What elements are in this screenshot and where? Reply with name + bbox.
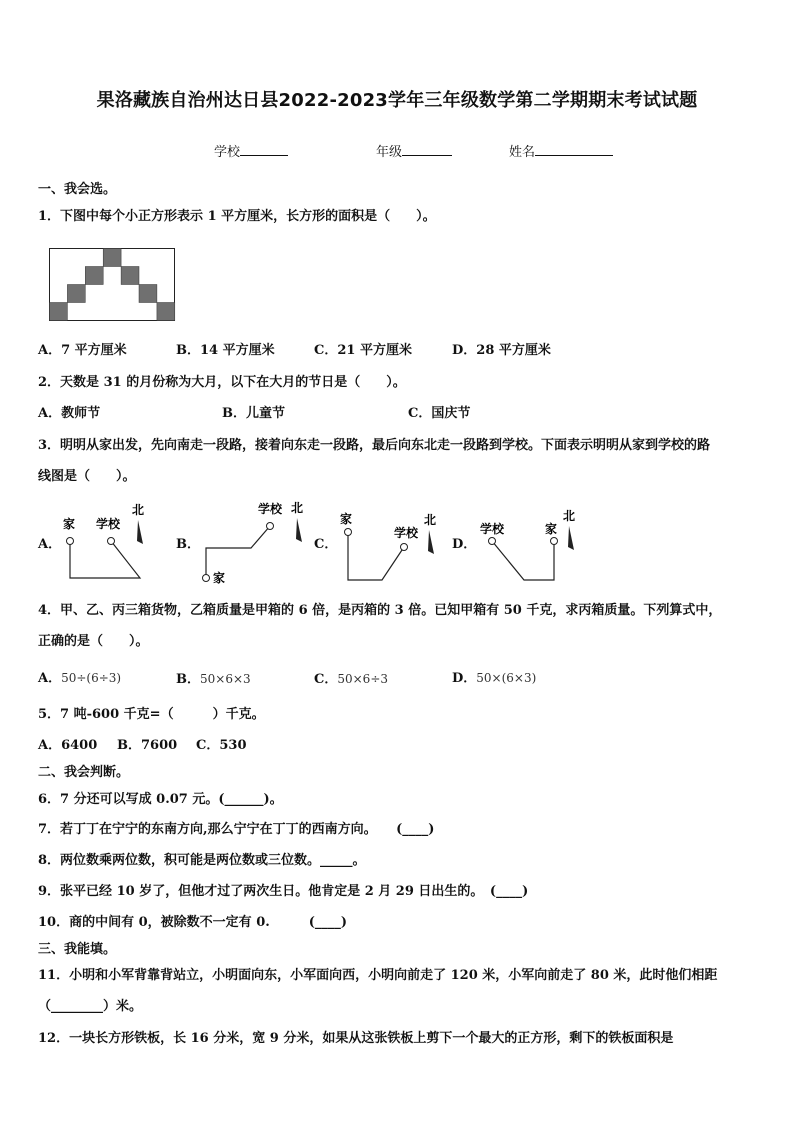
q3-option-a[interactable]: A． <box>38 537 62 552</box>
q1-shaded-square <box>85 267 103 285</box>
grade-field <box>376 142 452 161</box>
q11-line2: （________）米。 <box>38 999 143 1014</box>
school-label: 学校 <box>214 145 241 160</box>
q2-option-a[interactable]: A．教师节 <box>38 406 101 421</box>
school-marker <box>401 544 408 551</box>
north-label: 北 <box>563 509 576 523</box>
north-label: 北 <box>291 501 304 515</box>
q4-option-d[interactable] <box>452 670 536 687</box>
q3-route-figure-d <box>472 500 584 584</box>
q1-shaded-square <box>157 303 175 321</box>
q4-option-b[interactable] <box>176 671 251 688</box>
q12-text: 12．一块长方形铁板，长 16 分米，宽 9 分米，如果从这张铁板上剪下一个最大的正方形，剩下的铁板面积是 <box>38 1031 674 1046</box>
q3-option-d[interactable]: D． <box>452 537 477 552</box>
q4-option-b-letter: B． <box>176 672 200 687</box>
q1-stem: 1．下图中每个小正方形表示 1 平方厘米，长方形的面积是（ ）。 <box>38 209 436 224</box>
home-marker <box>203 575 210 582</box>
q2-stem: 2．天数是 31 的月份称为大月，以下在大月的节日是（ ）。 <box>38 375 406 390</box>
q3-option-b[interactable]: B． <box>176 537 200 552</box>
north-arrow-icon <box>568 526 574 550</box>
north-arrow-icon <box>137 520 143 544</box>
q1-option-b[interactable]: B．14 平方厘米 <box>176 343 275 358</box>
q8-text: 8．两位数乘两位数，积可能是两位数或三位数。_____。 <box>38 853 366 868</box>
home-marker <box>551 538 558 545</box>
q6-text: 6．7 分还可以写成 0.07 元。(______)。 <box>38 792 283 807</box>
q4-option-a-letter: A． <box>38 671 62 686</box>
home-label: 家 <box>213 571 226 585</box>
q5-option-a[interactable]: A．6400 <box>38 738 98 753</box>
school-marker <box>489 538 496 545</box>
section-2-heading: 二、我会判断。 <box>38 765 130 780</box>
home-label: 家 <box>63 517 76 531</box>
north-arrow-icon <box>296 518 302 542</box>
section-1-heading: 一、我会选。 <box>38 182 117 197</box>
q1-option-d[interactable]: D．28 平方厘米 <box>452 343 551 358</box>
q5-stem: 5．7 吨-600 千克=（ ）千克。 <box>38 707 265 722</box>
q3-stem-line1: 3．明明从家出发，先向南走一段路，接着向东走一段路，最后向东北走一段路到学校。下面表示明明从家到学校的路 <box>38 438 711 453</box>
q4-option-d-expr: 50×(6×3) <box>476 671 537 685</box>
school-marker <box>108 538 115 545</box>
q3-route-figure-c <box>334 500 444 584</box>
q11-line1: 11．小明和小军背靠背站立，小明面向东，小军面向西，小明向前走了 120 米，小军向前走了 80 米，此时他们相距 <box>38 968 718 983</box>
north-label: 北 <box>132 503 145 517</box>
north-label: 北 <box>424 513 437 527</box>
name-label: 姓名 <box>509 145 536 160</box>
q4-option-a[interactable] <box>38 670 121 687</box>
q1-option-c[interactable]: C．21 平方厘米 <box>314 343 412 358</box>
q4-option-b-expr: 50×6×3 <box>200 672 251 686</box>
q5-option-b[interactable]: B．7600 <box>117 738 178 753</box>
north-arrow-icon <box>428 530 434 554</box>
q1-grid-figure <box>49 246 177 322</box>
q4-option-c-letter: C． <box>314 672 338 687</box>
home-marker <box>67 538 74 545</box>
q7-text: 7．若丁丁在宁宁的东南方向,那么宁宁在丁丁的西南方向。 (____) <box>38 822 435 837</box>
school-label: 学校 <box>394 526 419 540</box>
home-label: 家 <box>545 522 558 536</box>
q5-option-c[interactable]: C．530 <box>196 738 247 753</box>
q3-stem-line2: 线图是（ ）。 <box>38 469 136 484</box>
q4-option-c-expr: 50×6÷3 <box>337 672 389 686</box>
q4-stem-line2: 正确的是（ ）。 <box>38 634 149 649</box>
q4-option-d-letter: D． <box>452 671 477 686</box>
q3-option-c[interactable]: C． <box>314 537 338 552</box>
q1-option-a[interactable]: A．7 平方厘米 <box>38 343 127 358</box>
q4-option-a-expr: 50÷(6÷3) <box>61 671 122 685</box>
q2-option-b[interactable]: B．儿童节 <box>222 406 285 421</box>
q4-stem-line1: 4．甲、乙、丙三箱货物，乙箱质量是甲箱的 6 倍，是丙箱的 3 倍。已知甲箱有 50 千克，求丙箱质量。下列算式中， <box>38 603 722 618</box>
q1-shaded-square <box>121 267 139 285</box>
name-blank <box>535 142 613 156</box>
school-label: 学校 <box>96 517 121 531</box>
q2-option-c[interactable]: C．国庆节 <box>408 406 471 421</box>
name-field <box>509 142 613 161</box>
q4-option-c[interactable] <box>314 671 388 688</box>
q1-shaded-square <box>50 303 68 321</box>
home-label: 家 <box>340 512 353 526</box>
q1-shaded-square <box>103 249 121 267</box>
school-blank <box>240 142 288 156</box>
school-label: 学校 <box>258 502 283 516</box>
q3-route-figure-a <box>58 500 158 582</box>
q1-shaded-square <box>139 285 157 303</box>
page-title: 果洛藏族自治州达日县2022-2023学年三年级数学第二学期期末考试试题 <box>96 90 698 111</box>
q3-route-figure-b <box>196 496 312 588</box>
school-label: 学校 <box>480 522 505 536</box>
q9-text: 9．张平已经 10 岁了，但他才过了两次生日。他肯定是 2 月 29 日出生的。 (____) <box>38 884 529 899</box>
school-marker <box>267 523 274 530</box>
grade-label: 年级 <box>376 145 403 160</box>
section-3-heading: 三、我能填。 <box>38 942 117 957</box>
home-marker <box>345 529 352 536</box>
grade-blank <box>402 142 452 156</box>
q1-shaded-square <box>67 285 85 303</box>
q10-text: 10．商的中间有 0，被除数不一定有 0. (____) <box>38 915 348 930</box>
school-field <box>214 142 288 161</box>
